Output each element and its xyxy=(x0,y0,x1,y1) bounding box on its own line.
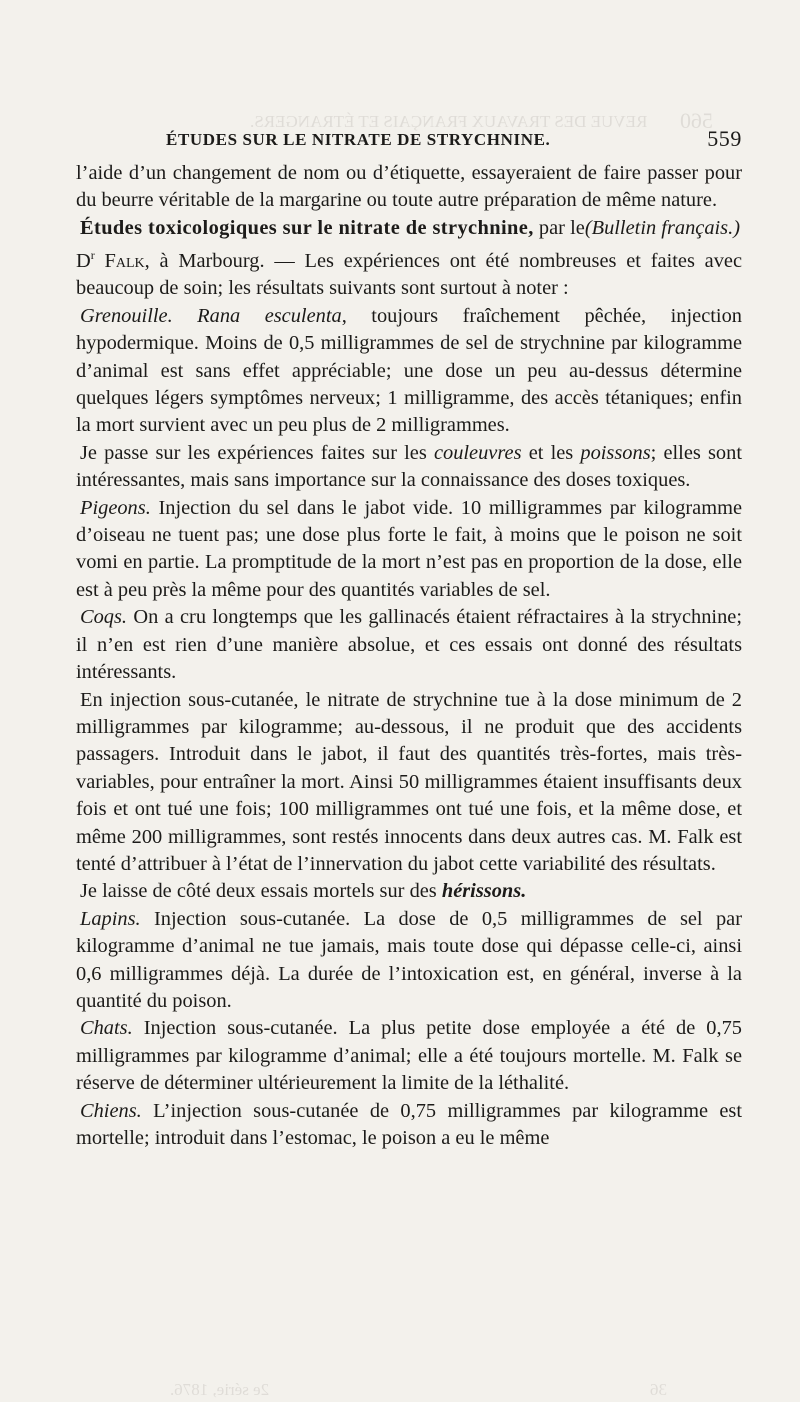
paragraph-text: ; elles sont intéressantes, mais sans importance sur la connaissance des doses toxiques. xyxy=(76,441,742,492)
page-header xyxy=(76,126,742,160)
animal-label: Grenouille. xyxy=(80,304,173,327)
species-name: Rana esculenta xyxy=(197,304,342,327)
paragraph-text: Je laisse de côté deux essais mortels sur des xyxy=(80,880,442,903)
author-name: Falk xyxy=(104,250,145,273)
paragraph-chats xyxy=(76,1015,742,1097)
paragraph-coqs xyxy=(76,604,742,686)
animal-label: Chats. xyxy=(80,1017,133,1040)
paragraph-text: Injection sous-cutanée. La plus petite dose employée a été de 0,75 milligrammes par kilogramme d’animal; elle a été toujours mortelle. M. Falk se réserve de déterminer ultérieurement la limite de la léthalité. xyxy=(76,1017,742,1095)
paragraph-text: l’aide d’un changement de nom ou d’étiquette, essayeraient de faire passer pour du beurre véritable de la margarine ou toute autre préparation de même nature. xyxy=(76,162,742,212)
animal-label: Lapins. xyxy=(80,907,141,930)
running-title: ÉTUDES SUR LE NITRATE DE STRYCHNINE. xyxy=(166,130,551,149)
paragraph-text: On a cru longtemps que les gallinacés étaient réfractaires à la strychnine; il n’en est rien d’une manière absolue, et ces essais ont donné des résultats intéressants. xyxy=(76,606,742,684)
animal-label: Pigeons. xyxy=(80,496,151,519)
paragraph-text: Je passe sur les expériences faites sur les xyxy=(80,441,434,464)
paragraph-pigeons xyxy=(76,495,742,605)
source-citation: (Bulletin français.) xyxy=(584,216,740,239)
paragraph-text: En injection sous-cutanée, le nitrate de strychnine tue à la dose minimum de 2 milligrammes par kilogramme; au-dessous, il ne produit que des accidents passagers. Introduit dans le jabot, il faut des quantités très-fortes, mais très-variables, pour entraîner la mort. Ainsi 50 milligrammes étaient insuffisants deux fois et ont tué une fois; 100 milligrammes ont tué une fois, et la même dose, et même 200 milligrammes, sont restés innocents dans deux autres cas. M. Falk est tenté d’attribuer à l’état de l’innervation du jabot cette variabilité des résultats. xyxy=(76,688,742,875)
paragraph-herissons xyxy=(76,878,742,905)
paragraph-chiens xyxy=(76,1098,742,1153)
animal-term: hérissons. xyxy=(441,880,527,903)
document-page xyxy=(76,126,742,1152)
animal-term: poissons xyxy=(580,441,651,464)
paragraph-text: Injection du sel dans le jabot vide. 10 milligrammes par kilogramme d’oiseau ne tuent pas; une dose plus forte le fait, à moins que le poison ne soit vomi en partie. La promptitude de la mort n’est pas en proportion de la dose, elle est à peu près la même pour des quantités variables de sel. xyxy=(76,496,742,601)
paragraph-text: , toujours fraîchement pêchée, injection hypodermique. Moins de 0,5 milligrammes de sel de strychnine par kilogramme d’animal est sans effet appréciable; une dose un peu au-dessus détermine quelques légers symptômes nerveux; 1 milligramme, des accès tétaniques; enfin la mort survient avec un peu plus de 2 milligrammes. xyxy=(76,304,742,437)
body-text xyxy=(76,160,742,1152)
paragraph-lapins xyxy=(76,906,742,1016)
paragraph-text: Injection sous-cutanée. La dose de 0,5 milligrammes de sel par kilogramme d’animal ne tue jamais, mais toute dose qui dépasse celle-ci, ainsi 0,6 milligrammes déjà. La durée de l’intoxication est, en général, inverse à la quantité du poison. xyxy=(76,907,742,1012)
animal-label: Coqs. xyxy=(80,606,128,629)
paragraph-grenouille xyxy=(76,303,742,440)
animal-label: Chiens. xyxy=(80,1099,142,1122)
paragraph-injection-coqs xyxy=(76,687,742,879)
animal-term: couleuvres xyxy=(433,441,522,464)
paragraph-couleuvres xyxy=(76,440,742,495)
paragraph-text: et les xyxy=(521,441,581,464)
paragraph-text: L’injection sous-cutanée de 0,75 milligrammes par kilogramme est mortelle; introduit dans l’estomac, le poison a eu le même xyxy=(76,1099,742,1150)
page-number: 559 xyxy=(707,126,742,151)
verso-bleed-through: REVUE DES TRAVAUX FRANÇAIS ET ÉTRANGERS. 560 2e série, 1876. 36 xyxy=(170,108,713,1399)
section-title: Études toxicologiques sur le nitrate de strychnine, xyxy=(80,216,534,239)
author-prefix-sup: r xyxy=(90,248,95,263)
paragraph-text: , à Marbourg. — Les expériences ont été nombreuses et faites avec beaucoup de soin; les résultats suivants sont surtout à noter : xyxy=(76,250,742,300)
author-prefix: par le D xyxy=(76,216,585,273)
